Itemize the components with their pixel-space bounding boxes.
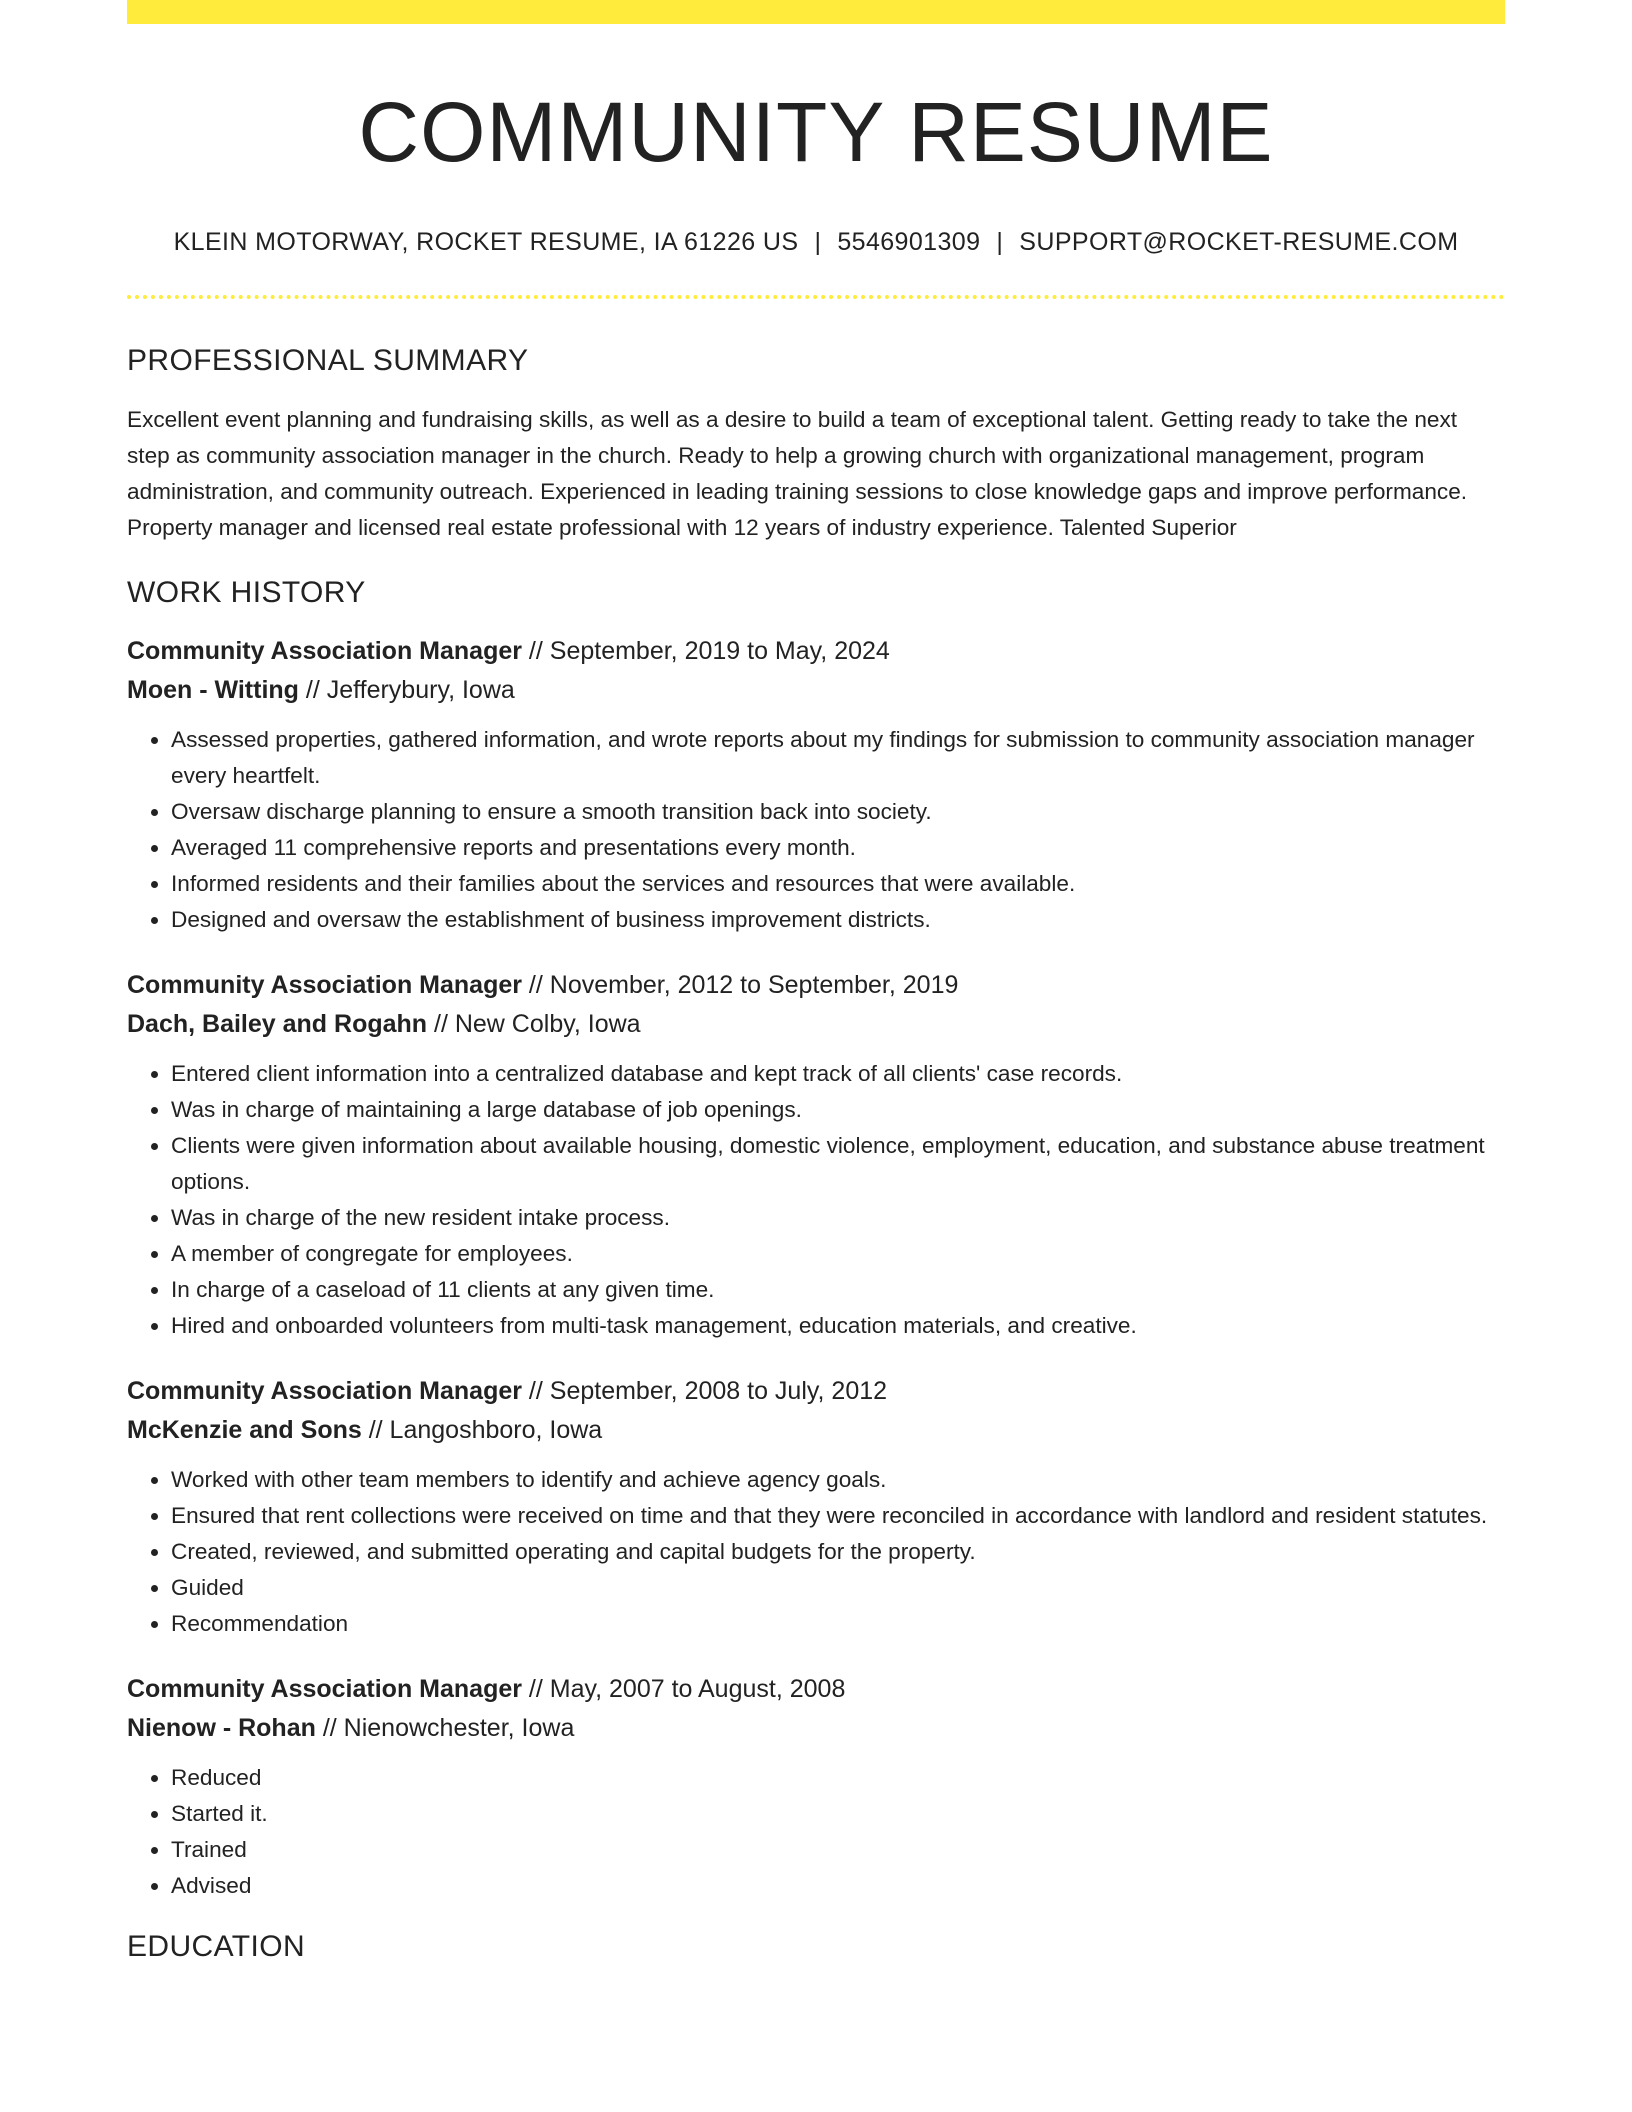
job-company: McKenzie and Sons: [127, 1415, 362, 1444]
job-bullet: • Entered client information into a centralized database and kept track of all clients' case records.: [171, 1056, 1505, 1092]
job-bullet: • Was in charge of maintaining a large database of job openings.: [171, 1092, 1505, 1128]
dotted-divider: [127, 295, 1505, 299]
job-bullet: • Advised: [171, 1868, 1505, 1904]
top-accent-bar: [127, 0, 1505, 24]
job-bullet: • Worked with other team members to identify and achieve agency goals.: [171, 1462, 1505, 1498]
job-bullet: • A member of congregate for employees.: [171, 1236, 1505, 1272]
job-bullets: [127, 1462, 1505, 1642]
job-bullet: • Guided: [171, 1570, 1505, 1606]
contact-separator: |: [996, 227, 1004, 256]
job-bullet: • Hired and onboarded volunteers from multi-task management, education materials, and creative.: [171, 1308, 1505, 1344]
job-title-line: [127, 632, 1505, 671]
job-bullet: • Ensured that rent collections were received on time and that they were reconciled in accordance with landlord and resident statutes.: [171, 1498, 1505, 1534]
job-bullet: • Oversaw discharge planning to ensure a smooth transition back into society.: [171, 794, 1505, 830]
job-bullet: • Was in charge of the new resident intake process.: [171, 1200, 1505, 1236]
job-bullet: • Created, reviewed, and submitted operating and capital budgets for the property.: [171, 1534, 1505, 1570]
work-history-heading: WORK HISTORY: [127, 575, 366, 609]
job-entry: [127, 1670, 1505, 1904]
job-company-line: [127, 671, 1505, 710]
job-company-line: [127, 1709, 1505, 1748]
job-location: // Nienowchester, Iowa: [315, 1713, 575, 1742]
job-bullet: • Trained: [171, 1832, 1505, 1868]
job-title-line: [127, 1372, 1505, 1411]
job-bullet: • Clients were given information about available housing, domestic violence, employment, education, and substance abuse treatment options.: [171, 1128, 1505, 1200]
job-bullet: • In charge of a caseload of 11 clients at any given time.: [171, 1272, 1505, 1308]
job-role: Community Association Manager: [127, 1376, 522, 1405]
job-company-line: [127, 1411, 1505, 1450]
job-dates: // November, 2012 to September, 2019: [521, 970, 959, 999]
summary-text: Excellent event planning and fundraising skills, as well as a desire to build a team of exceptional talent. Getting ready to take the next step as community association manager in the church. Ready to help a growing church with organizational management, program administration, and community outreach. Experienced in leading training sessions to close knowledge gaps and improve performance. Property manager and licensed real estate professional with 12 years of industry experience. Talented Superior: [127, 406, 1468, 540]
resume-name: COMMUNITY RESUME: [358, 85, 1274, 179]
job-bullet: • Started it.: [171, 1796, 1505, 1832]
job-location: // New Colby, Iowa: [427, 1009, 641, 1038]
job-bullet: • Designed and oversaw the establishment of business improvement districts.: [171, 902, 1505, 938]
job-entry: [127, 1372, 1505, 1642]
job-dates: // September, 2008 to July, 2012: [521, 1376, 888, 1405]
contact-separator: |: [814, 227, 822, 256]
job-location: // Langoshboro, Iowa: [361, 1415, 603, 1444]
job-title-line: [127, 966, 1505, 1005]
job-entry: [127, 966, 1505, 1344]
job-company-line: [127, 1005, 1505, 1044]
summary-heading: PROFESSIONAL SUMMARY: [127, 343, 529, 377]
job-bullets: [127, 722, 1505, 938]
contact-phone: 5546901309: [837, 227, 981, 256]
job-entry: [127, 632, 1505, 938]
job-bullet: • Informed residents and their families about the services and resources that were available.: [171, 866, 1505, 902]
job-dates: // May, 2007 to August, 2008: [521, 1674, 846, 1703]
job-role: Community Association Manager: [127, 636, 522, 665]
job-dates: // September, 2019 to May, 2024: [521, 636, 890, 665]
job-bullet: • Averaged 11 comprehensive reports and presentations every month.: [171, 830, 1505, 866]
job-bullet: • Recommendation: [171, 1606, 1505, 1642]
contact-address: KLEIN MOTORWAY, ROCKET RESUME, IA 61226 US: [173, 227, 799, 256]
job-bullet: • Reduced: [171, 1760, 1505, 1796]
job-location: // Jefferybury, Iowa: [298, 675, 515, 704]
contact-email: SUPPORT@ROCKET-RESUME.COM: [1019, 227, 1459, 256]
job-company: Nienow - Rohan: [127, 1713, 316, 1742]
job-bullets: [127, 1760, 1505, 1904]
job-role: Community Association Manager: [127, 970, 522, 999]
job-title-line: [127, 1670, 1505, 1709]
job-company: Moen - Witting: [127, 675, 299, 704]
contact-line: [127, 228, 1505, 257]
job-bullets: [127, 1056, 1505, 1344]
job-role: Community Association Manager: [127, 1674, 522, 1703]
education-heading: EDUCATION: [127, 1929, 306, 1963]
resume-page: [127, 0, 1505, 1964]
job-bullet: • Assessed properties, gathered information, and wrote reports about my findings for submission to community association manager every heartfelt.: [171, 722, 1505, 794]
job-company: Dach, Bailey and Rogahn: [127, 1009, 428, 1038]
